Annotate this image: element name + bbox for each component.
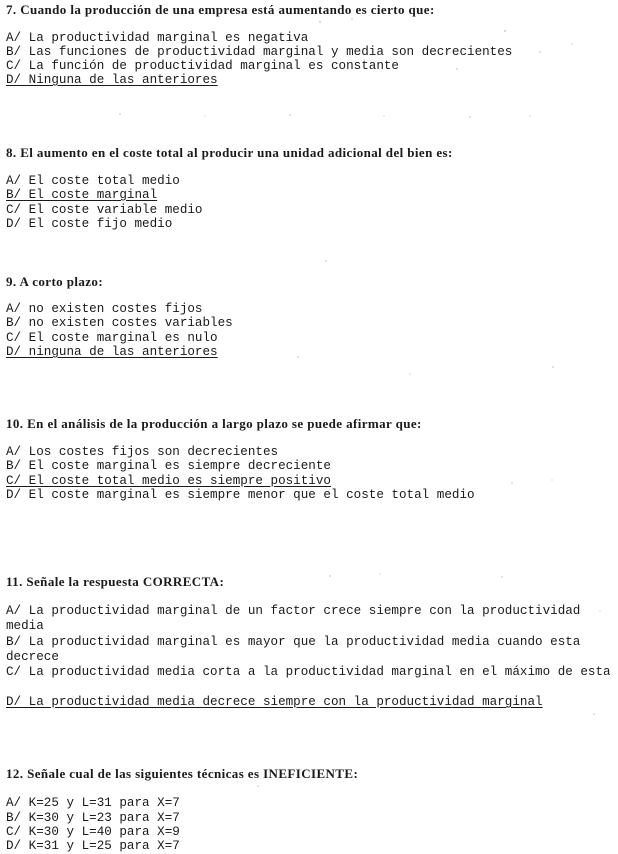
question-7-option-b: B/ Las funciones de productividad marginal y media son decrecientes <box>6 45 513 59</box>
question-10-title: 10. En el análisis de la producción a largo plazo se puede afirmar que: <box>6 416 422 431</box>
question-12-title: 12. Señale cual de las siguientes técnicas es INEFICIENTE: <box>6 766 359 781</box>
question-8-option-d: D/ El coste fijo medio <box>6 217 173 231</box>
question-11-option-c: C/ La productividad media corta a la productividad marginal en el máximo de esta <box>6 665 611 679</box>
question-9-option-a: A/ no existen costes fijos <box>6 302 203 316</box>
question-8-option-b-selected: B/ El coste marginal <box>6 188 158 202</box>
question-12-option-b: B/ K=30 y L=23 para X=7 <box>6 811 180 825</box>
question-9-title: 9. A corto plazo: <box>6 274 104 289</box>
question-7-option-a: A/ La productividad marginal es negativa <box>6 31 309 45</box>
question-10-option-d: D/ El coste marginal es siempre menor que el coste total medio <box>6 488 475 502</box>
question-7-option-c: C/ La función de productividad marginal es constante <box>6 59 399 73</box>
question-8-option-a: A/ El coste total medio <box>6 174 180 188</box>
question-11-title: 11. Señale la respuesta CORRECTA: <box>6 574 225 589</box>
question-10-option-c-selected: C/ El coste total medio es siempre positivo <box>6 474 331 488</box>
question-10-option-b: B/ El coste marginal es siempre decreciente <box>6 459 331 473</box>
question-9-option-b: B/ no existen costes variables <box>6 316 233 330</box>
question-8-title: 8. El aumento en el coste total al producir una unidad adicional del bien es: <box>6 145 453 160</box>
question-9-option-d-selected: D/ ninguna de las anteriores <box>6 345 218 359</box>
question-10-option-a: A/ Los costes fijos son decrecientes <box>6 445 279 459</box>
question-11-option-a: A/ La productividad marginal de un factor crece siempre con la productividad media <box>6 604 581 633</box>
question-7-title: 7. Cuando la producción de una empresa está aumentando es cierto que: <box>6 2 435 17</box>
question-12-option-a: A/ K=25 y L=31 para X=7 <box>6 796 180 810</box>
question-12-option-d: D/ K=31 y L=25 para X=7 <box>6 839 180 853</box>
question-12-option-c: C/ K=30 y L=40 para X=9 <box>6 825 180 839</box>
question-11-option-d-selected: D/ La productividad media decrece siempre con la productividad marginal <box>6 695 543 709</box>
question-8-option-c: C/ El coste variable medio <box>6 203 203 217</box>
question-9-option-c: C/ El coste marginal es nulo <box>6 331 218 345</box>
question-7-option-d-selected: D/ Ninguna de las anteriores <box>6 73 218 87</box>
question-11-option-b: B/ La productividad marginal es mayor que la productividad media cuando esta decrece <box>6 635 581 664</box>
